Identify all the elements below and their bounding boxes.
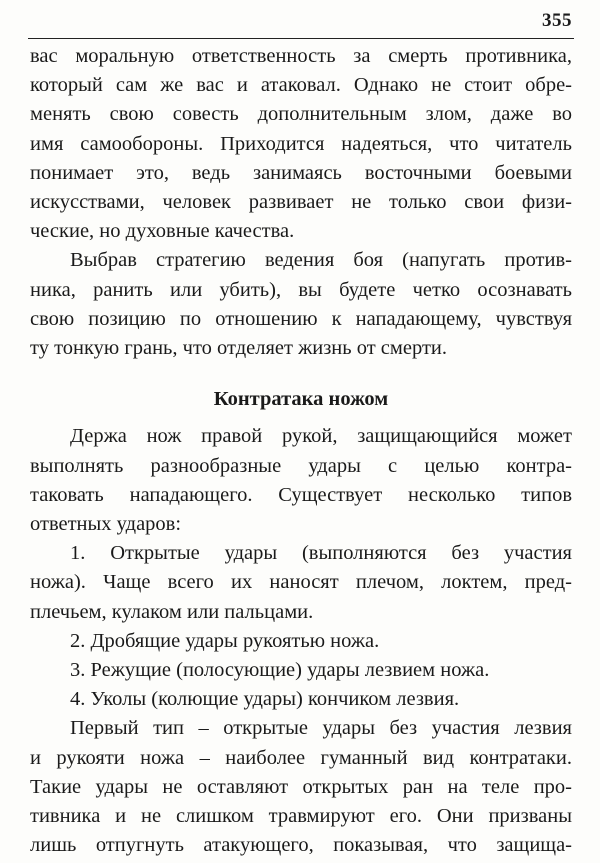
- text-line: таковать нападающего. Существует несколько типов: [30, 483, 572, 506]
- text-line: имя самообороны. Приходится надеяться, что читатель: [30, 132, 572, 155]
- text-line: ника, ранить или убить), вы будете четко осознавать: [30, 278, 572, 301]
- text-line: ческие, но духовные качества.: [30, 220, 295, 243]
- text-line: понимает это, ведь занимаясь восточными боевыми: [30, 161, 572, 184]
- section-heading: Контратака ножом: [213, 388, 389, 411]
- text-line: лишь отпугнуть атакующего, показывая, что защища-: [30, 834, 572, 857]
- body-text: [30, 42, 572, 860]
- page-number: 355: [542, 10, 572, 31]
- text-line: тивника и не слишком травмируют его. Они призваны: [30, 805, 572, 828]
- text-line: 1. Открытые удары (выполняются без участия: [70, 542, 572, 565]
- text-line: плечьем, кулаком или пальцами.: [30, 600, 314, 623]
- text-line: ножа). Чаще всего их наносят плечом, локтем, пред-: [30, 571, 572, 594]
- text-line: выполнять разнообразные удары с целью контра-: [30, 454, 572, 477]
- paragraph-2: [30, 246, 572, 363]
- text-line: который сам же вас и атаковал. Однако не стоит обре-: [30, 74, 572, 97]
- text-line: вас моральную ответственность за смерть противника,: [30, 45, 572, 67]
- header-rule: [28, 38, 574, 39]
- text-line: менять свою совесть дополнительным злом, даже во: [30, 103, 572, 126]
- text-line: 4. Уколы (колющие удары) кончиком лезвия.: [70, 688, 460, 711]
- text-line: ответных ударов:: [30, 513, 182, 536]
- text-line: свою позицию по отношению к нападающему, чувствуя: [30, 307, 572, 330]
- paragraph-3: [30, 422, 572, 539]
- text-line: и рукояти ножа – наиболее гуманный вид контратаки.: [30, 746, 572, 769]
- text-line: 2. Дробящие удары рукоятью ножа.: [70, 629, 380, 652]
- paragraph-4: [30, 714, 572, 860]
- text-line: искусствами, человек развивает не только свои физи-: [30, 191, 572, 214]
- text-line: Такие удары не оставляют открытых ран на теле про-: [30, 775, 572, 798]
- list-item-2: [30, 627, 572, 656]
- list-item-3: [30, 656, 572, 685]
- list-item-4: [30, 685, 572, 714]
- text-line: 3. Режущие (полосующие) удары лезвием ножа.: [70, 659, 490, 682]
- text-line: Выбрав стратегию ведения боя (напугать против-: [70, 249, 572, 272]
- paragraph-1: [30, 42, 572, 246]
- list-item-1: [30, 539, 572, 627]
- text-line: Держа нож правой рукой, защищающийся может: [70, 425, 572, 448]
- text-line: Первый тип – открытые удары без участия лезвия: [70, 717, 572, 740]
- text-line: ту тонкую грань, что отделяет жизнь от смерти.: [30, 337, 448, 360]
